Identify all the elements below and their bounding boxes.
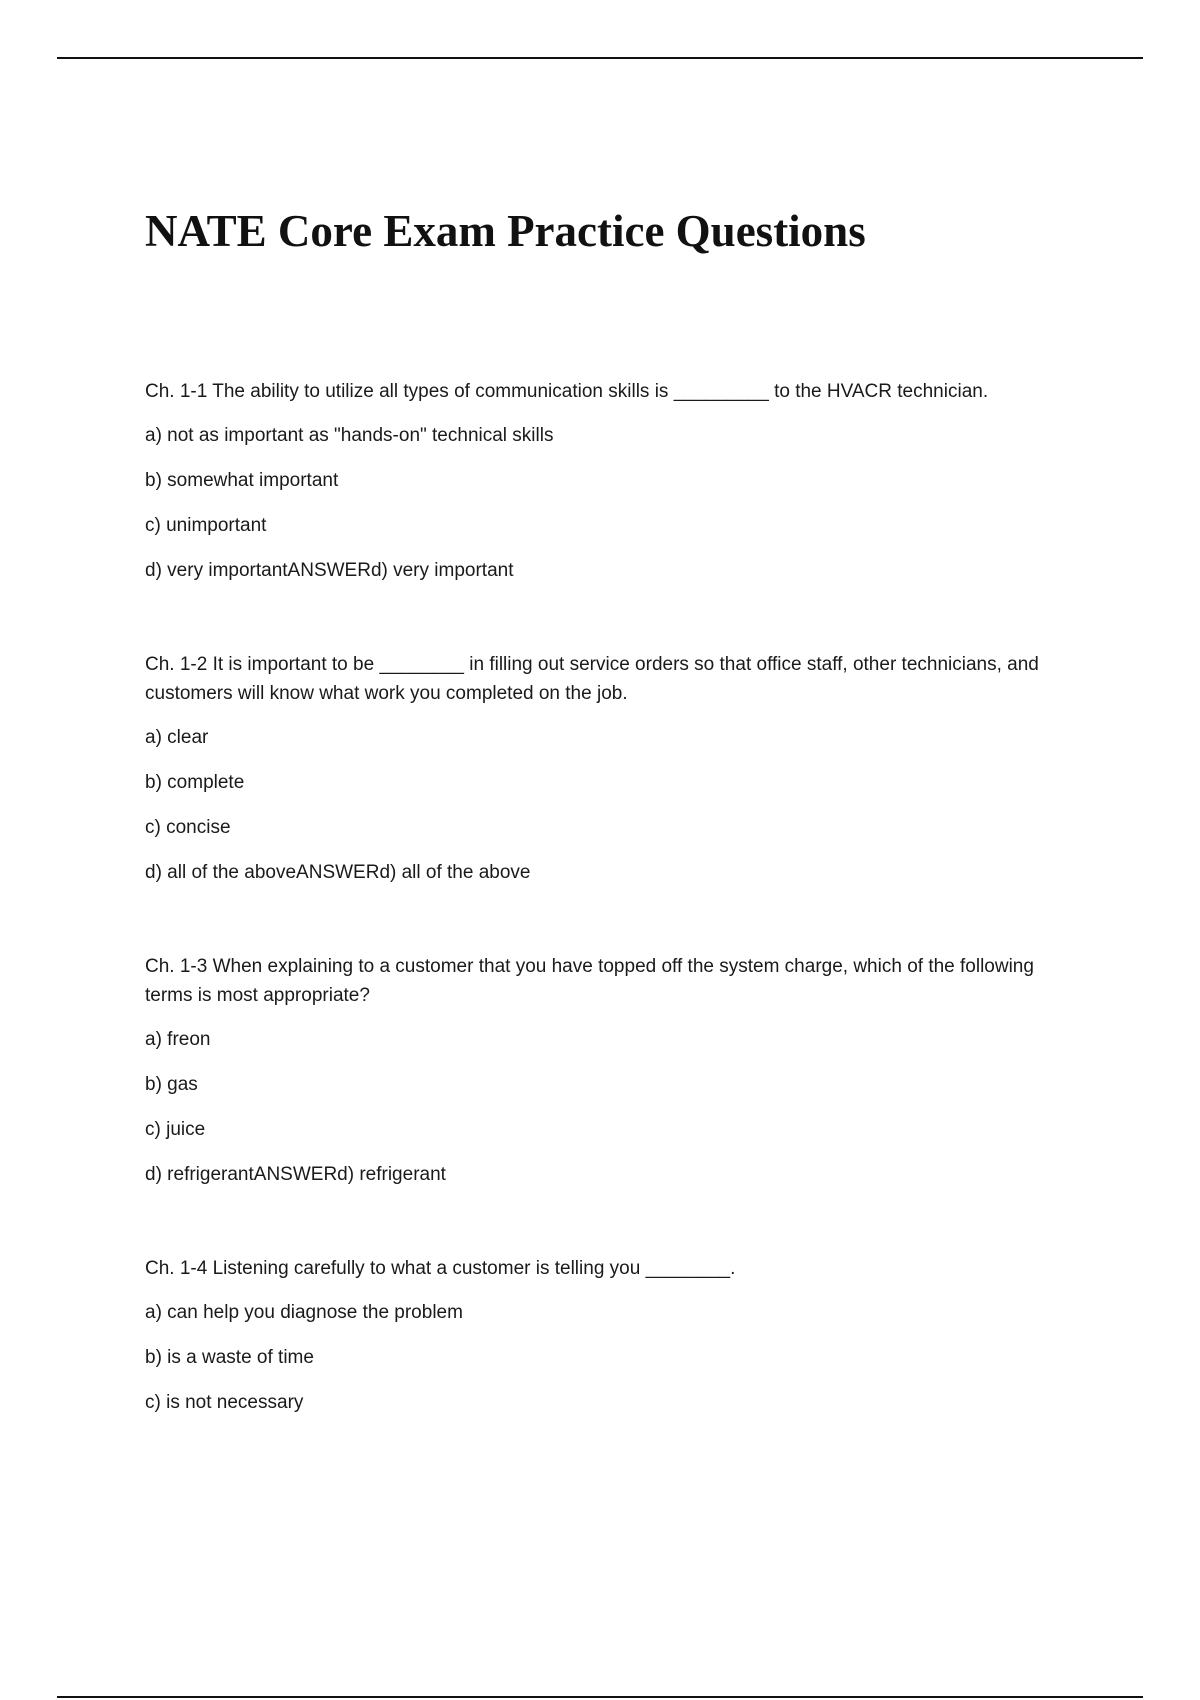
answer-option: c) unimportant: [145, 515, 267, 536]
question-block: [145, 952, 1080, 1189]
question-stem: Ch. 1-4 Listening carefully to what a customer is telling you ________.: [145, 1258, 736, 1279]
question-block: [145, 650, 1080, 887]
answer-option: a) clear: [145, 727, 209, 748]
question-stem: Ch. 1-1 The ability to utilize all types of communication skills is _________ to the HVACR technician.: [145, 381, 989, 402]
answer-options: [145, 1298, 1080, 1417]
answer-option: d) all of the aboveANSWERd) all of the above: [145, 862, 531, 883]
answer-option: a) freon: [145, 1029, 211, 1050]
answer-option: d) very importantANSWERd) very important: [145, 560, 514, 581]
answer-option: c) concise: [145, 817, 231, 838]
page-title: NATE Core Exam Practice Questions: [145, 206, 866, 256]
answer-option: a) can help you diagnose the problem: [145, 1302, 463, 1323]
answer-options: [145, 421, 1080, 585]
answer-option: b) gas: [145, 1074, 198, 1095]
answer-options: [145, 723, 1080, 887]
question-stem: Ch. 1-3 When explaining to a customer that you have topped off the system charge, which of the following terms is most appropriate?: [145, 956, 1034, 1006]
answer-options: [145, 1025, 1080, 1189]
bottom-rule: [57, 1696, 1143, 1698]
answer-option: c) juice: [145, 1119, 206, 1140]
answer-option: c) is not necessary: [145, 1392, 304, 1413]
question-stem: Ch. 1-2 It is important to be ________ in filling out service orders so that office staff, other technicians, and customers will know what work you completed on the job.: [145, 654, 1039, 704]
answer-option: b) is a waste of time: [145, 1347, 314, 1368]
answer-option: b) complete: [145, 772, 245, 793]
question-block: [145, 1254, 1080, 1417]
answer-option: d) refrigerantANSWERd) refrigerant: [145, 1164, 446, 1185]
answer-option: b) somewhat important: [145, 470, 339, 491]
answer-option: a) not as important as "hands-on" technical skills: [145, 425, 554, 446]
top-rule: [57, 57, 1143, 59]
question-block: [145, 377, 1080, 585]
